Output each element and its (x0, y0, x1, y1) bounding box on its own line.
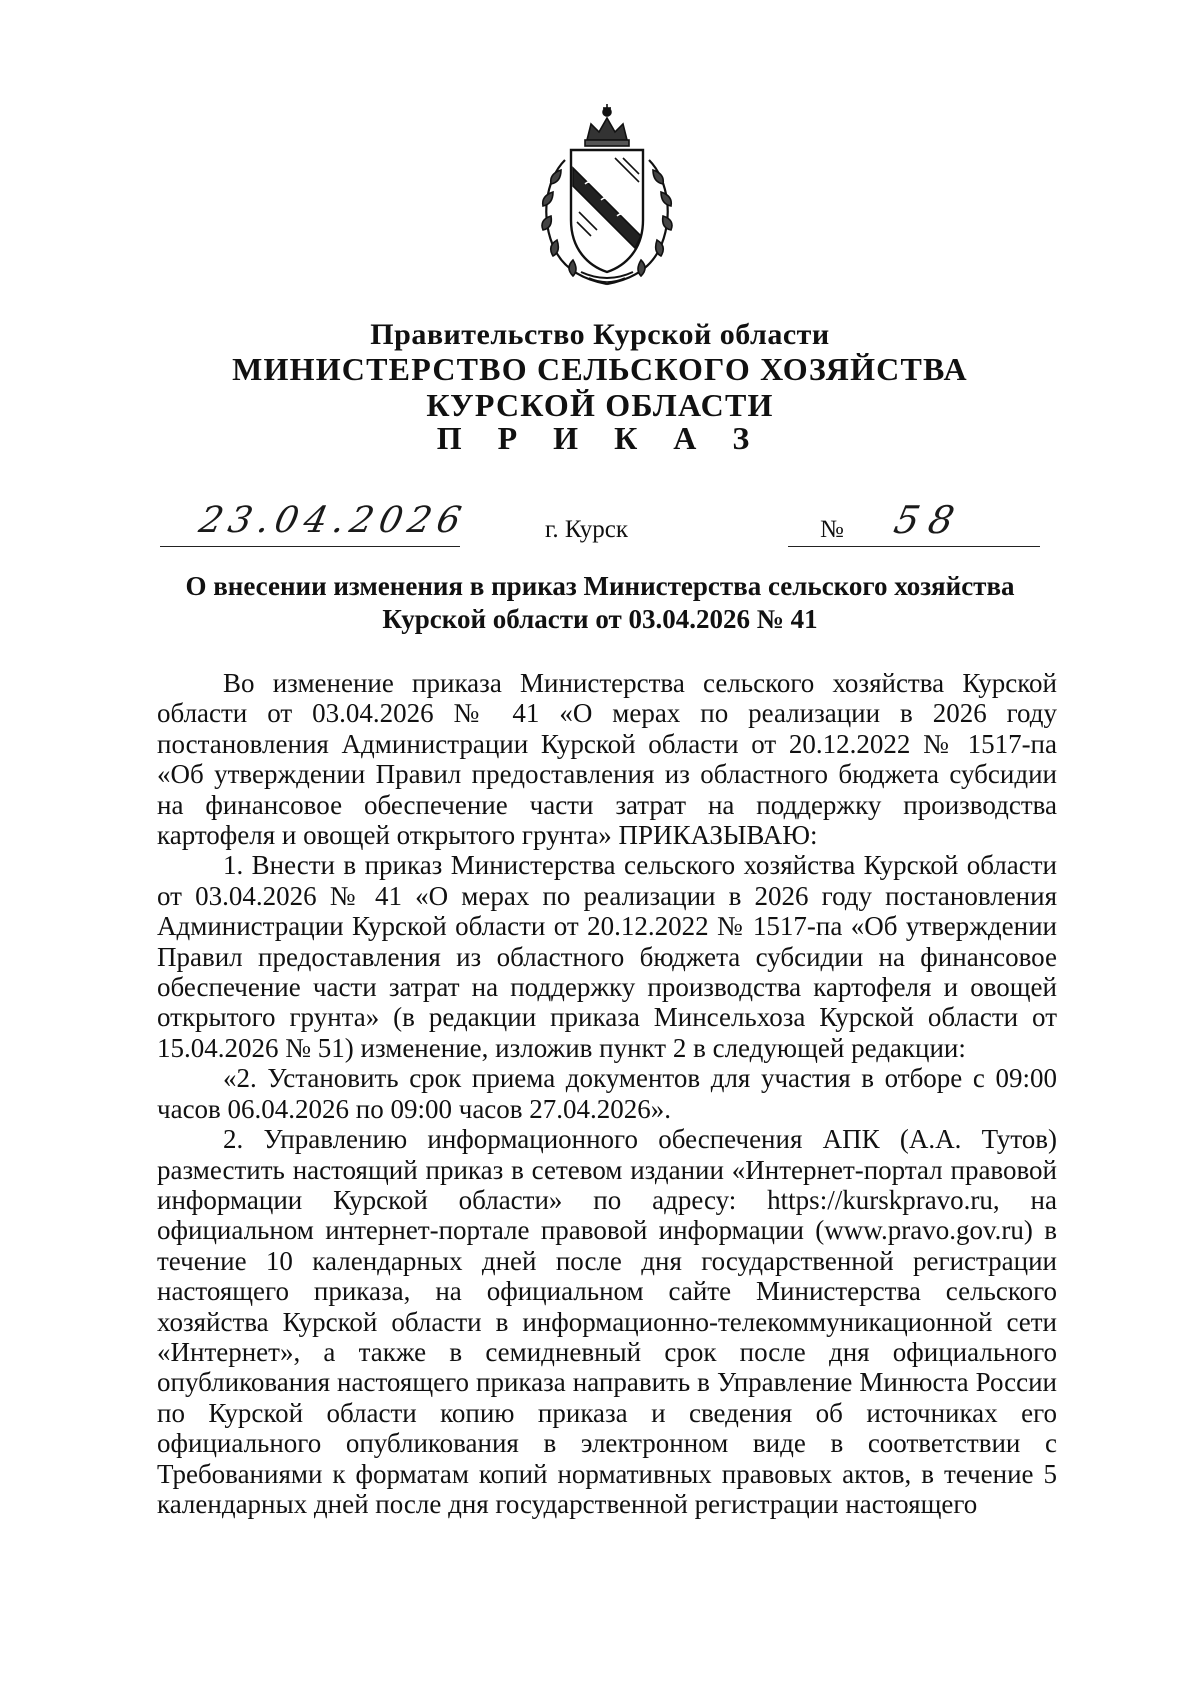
city-label: г. Курск (545, 516, 628, 543)
coat-of-arms-emblem (525, 100, 690, 290)
handwritten-date: 23.04.2026 (195, 500, 471, 541)
intro-paragraph: Во изменение приказа Министерства сельского хозяйства Курской области от 03.04.2026 № 41 «О мерах по реализации в 2026 году постановления Администрации Курской области от 20.12.2022 № 1517-па «Об утверждении Правил предоставления из областного бюджета субсидии на финансовое обеспечение части затрат на поддержку производства картофеля и овощей открытого грунта» ПРИКАЗЫВАЮ: (157, 668, 1057, 851)
document-type: П Р И К А З (436, 420, 764, 456)
order-subject-line2: Курской области от 03.04.2026 № 41 (382, 604, 818, 634)
item-2-paragraph: 2. Управлению информационного обеспечения АПК (А.А. Тутов) разместить настоящий приказ в сетевом издании «Интернет-портал правовой информации Курской области» по адресу: https://kurskpravo.ru, на официальном интернет-портале правовой информации (www.pravo.gov.ru) в течение 10 календарных дней после дня государственной регистрации настоящего приказа, на официальном сайте Министерства сельского хозяйства Курской области в информационно-телекоммуникационной сети «Интернет», а также в семидневный срок после дня официального опубликования настоящего приказа направить в Управление Минюста России по Курской области копию приказа и сведения об источниках его официального опубликования в электронном виде в соответствии с Требованиями к форматам копий нормативных правовых актов, в течение 5 календарных дней после дня государственной регистрации настоящего (157, 1124, 1057, 1519)
date-field (160, 500, 471, 547)
order-subject-line1: О внесении изменения в приказ Министерства сельского хозяйства (185, 571, 1015, 601)
document-meta-row (160, 498, 1040, 560)
item-1-quote-paragraph: «2. Установить срок приема документов для участия в отборе с 09:00 часов 06.04.2026 по 09:00 часов 27.04.2026». (157, 1063, 1057, 1124)
order-subject (150, 570, 1050, 636)
order-body (157, 668, 1057, 1519)
ministry-name (0, 351, 1200, 423)
ministry-name-line2: КУРСКОЙ ОБЛАСТИ (426, 387, 774, 423)
number-sign: № (820, 516, 844, 543)
item-1-paragraph: 1. Внести в приказ Министерства сельского хозяйства Курской области от 03.04.2026 № 41 «О мерах по реализации в 2026 году постановления Администрации Курской области от 20.12.2022 № 1517-па «Об утверждении Правил предоставления из областного бюджета субсидии на финансовое обеспечение части затрат на поддержку производства картофеля и овощей открытого грунта» (в редакции приказа Минсельхоза Курской области от 15.04.2026 № 51) изменение, изложив пункт 2 в следующей редакции: (157, 850, 1057, 1063)
handwritten-number: 58 (890, 498, 969, 542)
ministry-name-line1: МИНИСТЕРСТВО СЕЛЬСКОГО ХОЗЯЙСТВА (232, 351, 968, 387)
government-name: Правительство Курской области (370, 318, 830, 351)
